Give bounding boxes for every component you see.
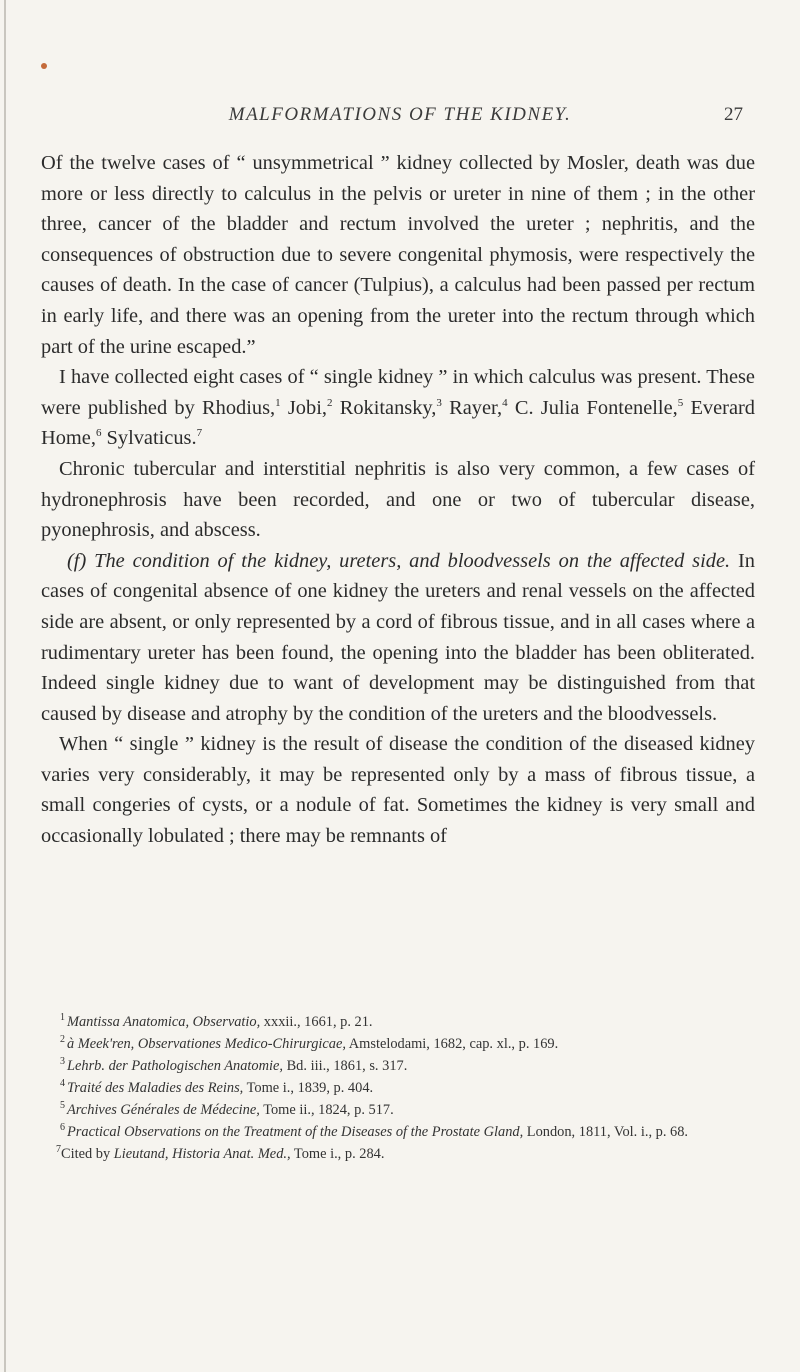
- footnote: 7Cited by Lieutand, Historia Anat. Med., Tome i., p. 284.: [56, 1144, 385, 1162]
- footnote-ref-7[interactable]: 7: [196, 427, 203, 440]
- footnote: 6 Practical Observations on the Treatment of the Diseases of the Prostate Gland, London, 1811, Vol. i., p. 68.: [60, 1122, 689, 1140]
- footnote-title: à Meek'ren, Observationes Medico-Chirurgicae,: [67, 1036, 346, 1052]
- footnote-details: Tome i., 1839, p. 404.: [243, 1080, 374, 1096]
- footnote: 1 Mantissa Anatomica, Observatio, xxxii., 1661, p. 21.: [60, 1012, 373, 1030]
- paper-speck: [41, 63, 47, 69]
- footnote-details: Tome i., p. 284.: [290, 1146, 385, 1162]
- paragraph-mosler-cases: Of the twelve cases of “ unsymmetrical ” kidney collected by Mosler, death was due more or less directly to calculus in the pelvis or ureter in nine of them ; in the other three, cancer of the bladder and rectum involved the ureter ; nephritis, and the consequences of obstruction due to severe congenital phymosis, were respectively the causes of death. In the case of cancer (Tulpius), a calculus had been passed per rectum in early life, and there was an opening from the ureter into the rectum through which part of the urine escaped.”: [41, 152, 755, 358]
- author-rayer: Rayer,: [441, 396, 503, 419]
- footnote-details: xxxii., 1661, p. 21.: [260, 1014, 373, 1030]
- footnote: 2 à Meek'ren, Observationes Medico-Chirurgicae, Amstelodami, 1682, cap. xl., p. 169.: [60, 1034, 559, 1052]
- footnote-details: London, 1811, Vol. i., p. 68.: [523, 1124, 689, 1140]
- footnote-title: Practical Observations on the Treatment of the Diseases of the Prostate Gland,: [67, 1124, 524, 1140]
- page-number: 27: [724, 104, 743, 125]
- footnote-title: Archives Générales de Médecine,: [67, 1102, 260, 1118]
- footnote-ref-6[interactable]: 6: [95, 427, 102, 440]
- page-header: [0, 104, 800, 134]
- footnote-title: Lieutand, Historia Anat. Med.,: [113, 1146, 291, 1162]
- footnote-prefix: Cited by: [61, 1146, 114, 1162]
- section-f: [41, 546, 755, 730]
- author-rokitansky: Rokitansky,: [332, 396, 437, 419]
- footnote-ref-5[interactable]: 5: [677, 396, 684, 409]
- body-text: [41, 148, 755, 852]
- paragraph-chronic-nephritis: Chronic tubercular and interstitial nephritis is also very common, a few cases of hydronephrosis have been recorded, and one or two of tubercular disease, pyonephrosis, and abscess.: [41, 457, 755, 542]
- paragraph-lead: I have collected eight cases of “ single kidney ” in which calculus was present. These were published by Rhodius,: [41, 366, 755, 419]
- footnote-title: Mantissa Anatomica, Observatio,: [67, 1014, 261, 1030]
- footnote-details: Bd. iii., 1861, s. 317.: [282, 1058, 408, 1074]
- running-head: MALFORMATIONS OF THE KIDNEY.: [228, 104, 572, 125]
- section-text: In cases of congenital absence of one kidney the ureters and renal vessels on the affected side are absent, or only represented by a cord of fibrous tissue, and in all cases where a rudimentary ureter has been found, the opening into the bladder has been obliterated. Indeed single kidney due to want of development may be distinguished from that caused by disease and atrophy by the condition of the ureters and the bloodvessels.: [41, 549, 755, 725]
- section-heading: The condition of the kidney, ureters, and bloodvessels on the affected side.: [86, 549, 731, 572]
- author-fontenelle: C. Julia Fontenelle,: [507, 396, 678, 419]
- footnote: 3 Lehrb. der Pathologischen Anatomie, Bd. iii., 1861, s. 317.: [60, 1056, 408, 1074]
- footnote: 5 Archives Générales de Médecine, Tome ii., 1824, p. 517.: [60, 1100, 394, 1118]
- footnote: 4 Traité des Maladies des Reins, Tome i., 1839, p. 404.: [60, 1078, 374, 1096]
- footnote-ref-3[interactable]: 3: [436, 396, 442, 409]
- footnote-title: Traité des Maladies des Reins,: [67, 1080, 244, 1096]
- footnote-ref-4[interactable]: 4: [502, 396, 508, 409]
- paragraph-single-kidney-calculus: [41, 362, 755, 454]
- paragraph-single-kidney-disease: When “ single ” kidney is the result of disease the condition of the diseased kidney varies very considerably, it may be represented only by a mass of fibrous tissue, a small congeries of cysts, or a nodule of fat. Sometimes the kidney is very small and occasionally lobulated ; there may be remnants of: [41, 733, 755, 848]
- section-label: (f): [67, 549, 87, 572]
- footnote-ref-2[interactable]: 2: [326, 396, 333, 409]
- page-edge: [4, 0, 6, 1372]
- author-sylvaticus: Sylvaticus.: [101, 427, 197, 450]
- footnotes: [41, 1011, 759, 1165]
- footnote-ref-1[interactable]: 1: [275, 396, 281, 409]
- author-jobi: Jobi,: [280, 396, 327, 419]
- footnote-title: Lehrb. der Pathologischen Anatomie,: [67, 1058, 283, 1074]
- footnote-details: Amstelodami, 1682, cap. xl., p. 169.: [345, 1036, 559, 1052]
- footnote-details: Tome ii., 1824, p. 517.: [259, 1102, 394, 1118]
- author-home: Everard Home,: [41, 396, 756, 450]
